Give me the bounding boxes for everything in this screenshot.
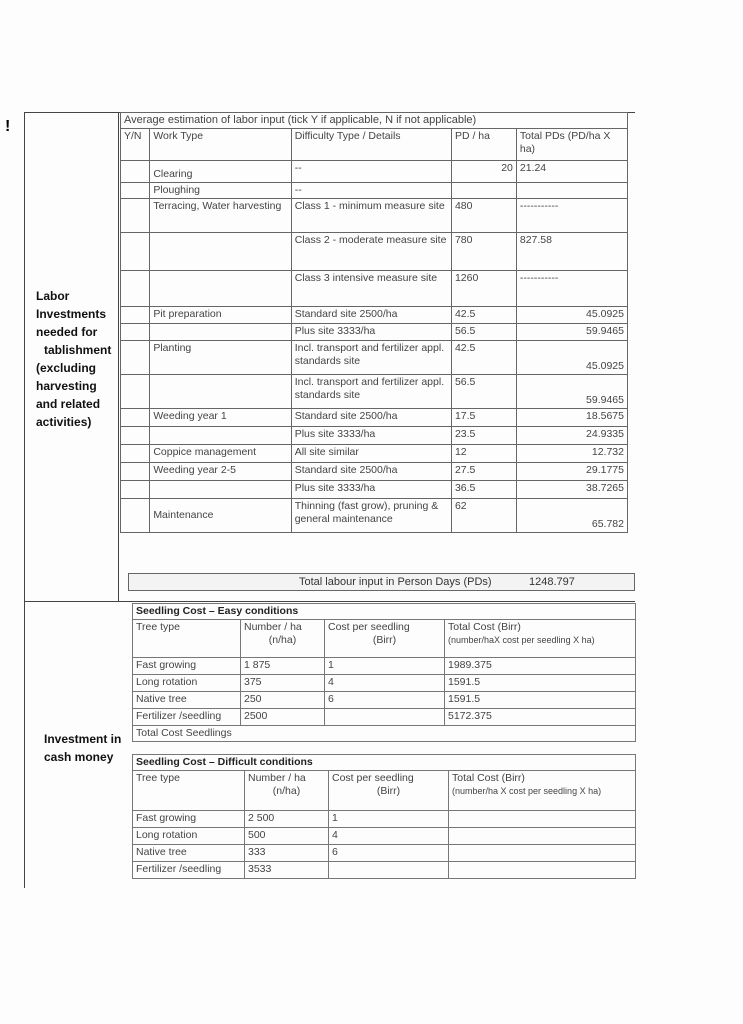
total-cell: 29.1775 (516, 463, 627, 481)
label-line: (excluding (36, 361, 97, 375)
yn-cell[interactable] (121, 427, 150, 445)
header-number-unit: (n/ha) (272, 785, 301, 797)
table-row (133, 675, 636, 692)
yn-cell[interactable] (121, 445, 150, 463)
table-row (133, 828, 636, 845)
header-total (445, 620, 636, 658)
detail-cell: Thinning (fast grow), pruning & general maintenance (291, 499, 451, 533)
header-total-label: Total Cost (Birr) (448, 621, 521, 633)
work-cell (150, 271, 291, 307)
easy-table-title: Seedling Cost – Easy conditions (133, 604, 636, 620)
table-row (121, 307, 628, 324)
header-yn: Y/N (121, 129, 150, 161)
table-row (133, 726, 636, 742)
total-labour-row (128, 573, 635, 591)
total-cell: ----------- (516, 271, 627, 307)
yn-cell[interactable] (121, 199, 150, 233)
yn-cell[interactable] (121, 409, 150, 427)
pd-cell: 56.5 (451, 324, 516, 341)
detail-cell: Class 2 - moderate measure site (291, 233, 451, 271)
work-cell (150, 375, 291, 409)
label-line: activities) (36, 415, 92, 429)
difficult-table-title: Seedling Cost – Difficult conditions (133, 755, 636, 771)
tree-type-cell: Native tree (133, 692, 241, 709)
cost-cell (325, 709, 445, 726)
table-row (133, 709, 636, 726)
total-cell: 827.58 (516, 233, 627, 271)
number-cell: 500 (245, 828, 329, 845)
yn-cell[interactable] (121, 499, 150, 533)
total-cell (516, 183, 627, 199)
tree-type-cell: Fertilizer /seedling (133, 862, 245, 879)
work-cell (150, 427, 291, 445)
table-row (133, 845, 636, 862)
labor-section-label (36, 287, 111, 431)
pd-cell: 20 (451, 161, 516, 183)
header-work-type: Work Type (150, 129, 291, 161)
detail-cell: Incl. transport and fertilizer appl. standards site (291, 341, 451, 375)
total-cell: 21.24 (516, 161, 627, 183)
header-number-unit: (n/ha) (268, 634, 297, 646)
total-cell: 45.0925 (516, 341, 627, 375)
header-cost (325, 620, 445, 658)
work-cell: Ploughing (150, 183, 291, 199)
detail-cell: Plus site 3333/ha (291, 324, 451, 341)
work-cell: Weeding year 2-5 (150, 463, 291, 481)
label-line: Investment in (44, 732, 122, 746)
detail-cell: Class 1 - minimum measure site (291, 199, 451, 233)
total-cell: 1591.5 (445, 692, 636, 709)
work-cell (150, 324, 291, 341)
header-tree-type: Tree type (133, 771, 245, 811)
detail-cell: Plus site 3333/ha (291, 427, 451, 445)
label-line: tablishment (44, 343, 112, 357)
header-total-pds: Total PDs (PD/ha X ha) (516, 129, 627, 161)
yn-cell[interactable] (121, 183, 150, 199)
pd-cell: 62 (451, 499, 516, 533)
total-cell: 1989.375 (445, 658, 636, 675)
total-cell: 45.0925 (516, 307, 627, 324)
work-cell: Coppice management (150, 445, 291, 463)
label-line: needed for (36, 325, 98, 339)
detail-cell: -- (291, 161, 451, 183)
header-difficulty: Difficulty Type / Details (291, 129, 451, 161)
detail-cell: Plus site 3333/ha (291, 481, 451, 499)
total-cell: 18.5675 (516, 409, 627, 427)
number-cell: 1 875 (241, 658, 325, 675)
cost-cell: 6 (325, 692, 445, 709)
labor-table (120, 112, 628, 533)
pd-cell: 17.5 (451, 409, 516, 427)
detail-cell: Standard site 2500/ha (291, 463, 451, 481)
number-cell: 333 (245, 845, 329, 862)
table-row (133, 862, 636, 879)
table-row (121, 409, 628, 427)
cost-cell: 4 (325, 675, 445, 692)
table-row (121, 199, 628, 233)
pd-cell: 36.5 (451, 481, 516, 499)
work-cell (150, 233, 291, 271)
pd-cell: 12 (451, 445, 516, 463)
work-cell: Weeding year 1 (150, 409, 291, 427)
tree-type-cell: Fast growing (133, 658, 241, 675)
labor-table-title: Average estimation of labor input (tick Y if applicable, N if not applicable) (121, 113, 628, 129)
total-cost-seedlings: Total Cost Seedlings (133, 726, 636, 742)
table-row (121, 375, 628, 409)
pd-cell: 56.5 (451, 375, 516, 409)
cost-cell (329, 862, 449, 879)
header-number (245, 771, 329, 811)
total-cell: 59.9465 (516, 375, 627, 409)
yn-cell[interactable] (121, 233, 150, 271)
table-row (121, 271, 628, 307)
total-labour-value: 1248.797 (529, 576, 575, 588)
header-cost-unit: (Birr) (376, 785, 401, 797)
total-cell: 38.7265 (516, 481, 627, 499)
total-cell: 59.9465 (516, 324, 627, 341)
pd-cell: 42.5 (451, 307, 516, 324)
header-total-label: Total Cost (Birr) (452, 772, 525, 784)
detail-cell: -- (291, 183, 451, 199)
total-cell (449, 828, 636, 845)
table-row (133, 811, 636, 828)
total-cell: 24.9335 (516, 427, 627, 445)
yn-cell[interactable] (121, 161, 150, 183)
pd-cell: 27.5 (451, 463, 516, 481)
header-total-sub: (number/ha X cost per seedling X ha) (452, 786, 602, 796)
pd-cell: 23.5 (451, 427, 516, 445)
detail-cell: All site similar (291, 445, 451, 463)
header-total-sub: (number/haX cost per seedling X ha) (448, 635, 595, 645)
number-cell: 2500 (241, 709, 325, 726)
work-cell: Maintenance (150, 499, 291, 533)
pd-cell: 780 (451, 233, 516, 271)
header-pd-ha: PD / ha (451, 129, 516, 161)
yn-cell[interactable] (121, 324, 150, 341)
yn-cell[interactable] (121, 271, 150, 307)
table-row (133, 692, 636, 709)
pd-cell (451, 183, 516, 199)
cost-cell: 1 (325, 658, 445, 675)
table-row (121, 341, 628, 375)
work-cell: Terracing, Water harvesting (150, 199, 291, 233)
header-cost (329, 771, 449, 811)
total-cell (449, 811, 636, 828)
yn-cell[interactable] (121, 481, 150, 499)
section-divider (24, 601, 635, 602)
header-cost-unit: (Birr) (372, 634, 397, 646)
label-line: harvesting (36, 379, 97, 393)
label-line: cash money (44, 750, 114, 764)
header-total (449, 771, 636, 811)
header-cost-label: Cost per seedling (332, 772, 414, 784)
cost-cell: 6 (329, 845, 449, 862)
label-line: Labor (36, 289, 70, 303)
table-row (121, 463, 628, 481)
tree-type-cell: Native tree (133, 845, 245, 862)
tree-type-cell: Fast growing (133, 811, 245, 828)
total-cell: ----------- (516, 199, 627, 233)
cost-cell: 1 (329, 811, 449, 828)
pd-cell: 42.5 (451, 341, 516, 375)
total-labour-label: Total labour input in Person Days (PDs) (299, 576, 492, 588)
detail-cell: Standard site 2500/ha (291, 307, 451, 324)
cost-cell: 4 (329, 828, 449, 845)
header-cost-label: Cost per seedling (328, 621, 410, 633)
pd-cell: 1260 (451, 271, 516, 307)
tree-type-cell: Long rotation (133, 675, 241, 692)
header-number-label: Number / ha (244, 621, 302, 633)
yn-cell[interactable] (121, 307, 150, 324)
header-number-label: Number / ha (248, 772, 306, 784)
table-row (133, 658, 636, 675)
detail-cell: Class 3 intensive measure site (291, 271, 451, 307)
yn-cell[interactable] (121, 341, 150, 375)
work-cell (150, 481, 291, 499)
work-cell: Clearing (150, 161, 291, 183)
number-cell: 2 500 (245, 811, 329, 828)
column-divider (118, 112, 119, 602)
header-number (241, 620, 325, 658)
yn-cell[interactable] (121, 463, 150, 481)
total-cell: 12.732 (516, 445, 627, 463)
detail-cell: Incl. transport and fertilizer appl. standards site (291, 375, 451, 409)
cash-section-label (44, 730, 121, 766)
number-cell: 250 (241, 692, 325, 709)
total-cell: 1591.5 (445, 675, 636, 692)
label-line: Investments (36, 307, 107, 321)
table-row (121, 183, 628, 199)
tree-type-cell: Long rotation (133, 828, 245, 845)
total-cell: 65.782 (516, 499, 627, 533)
total-cell (449, 862, 636, 879)
number-cell: 3533 (245, 862, 329, 879)
tree-type-cell: Fertilizer /seedling (133, 709, 241, 726)
table-row (121, 445, 628, 463)
yn-cell[interactable] (121, 375, 150, 409)
table-row (121, 499, 628, 533)
number-cell: 375 (241, 675, 325, 692)
detail-cell: Standard site 2500/ha (291, 409, 451, 427)
work-cell: Planting (150, 341, 291, 375)
label-line: and related (36, 397, 101, 411)
header-tree-type: Tree type (133, 620, 241, 658)
table-row (121, 427, 628, 445)
page-mark: ! (5, 118, 11, 135)
pd-cell: 480 (451, 199, 516, 233)
total-cell (449, 845, 636, 862)
table-row (121, 481, 628, 499)
table-row (121, 233, 628, 271)
work-cell: Pit preparation (150, 307, 291, 324)
easy-conditions-table (132, 603, 636, 742)
difficult-conditions-table (132, 754, 636, 879)
total-cell: 5172.375 (445, 709, 636, 726)
table-row (121, 161, 628, 183)
table-row (121, 324, 628, 341)
